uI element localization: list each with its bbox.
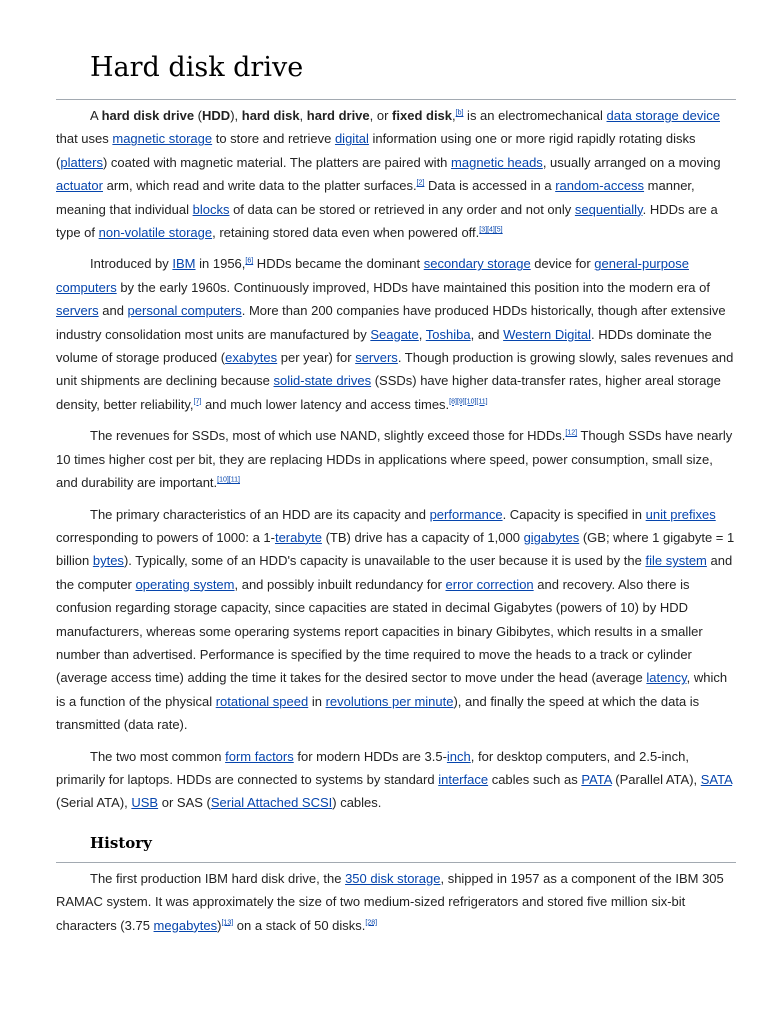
text-run: , or [369, 108, 393, 123]
paragraph-history-summary [56, 252, 736, 416]
paragraph-intro [56, 104, 736, 244]
text-run: , for desktop computers, and 2.5-inch, primarily for laptops. HDDs are connected to systems by standard [56, 748, 689, 787]
citation-link[interactable]: [28] [365, 919, 378, 927]
link-latency[interactable]: latency [646, 670, 687, 686]
text-run: Introduced by [90, 256, 173, 272]
link-solid-state-drives[interactable]: solid-state drives [273, 373, 372, 389]
link-blocks[interactable]: blocks [192, 201, 230, 217]
citation-link[interactable]: [12] [565, 429, 578, 437]
text-run: cables such as [488, 771, 582, 787]
text-run: , which is a function of the physical [56, 670, 728, 709]
text-run: (Serial ATA), [56, 795, 132, 811]
link-performance[interactable]: performance [429, 506, 503, 522]
text-run: . More than 200 companies have produced HDDs historically, though after extensive industry consolidation most units are manufactured by [56, 303, 726, 342]
link-non-volatile-storage[interactable]: non-volatile storage [98, 225, 213, 241]
text-run: or SAS ( [158, 795, 211, 811]
text-run: , and [470, 326, 504, 342]
link-sata[interactable]: SATA [700, 771, 733, 787]
text-run: in 1956, [195, 256, 246, 272]
link-unit-prefixes[interactable]: unit prefixes [645, 506, 716, 522]
text-run: Data is accessed in a [424, 178, 556, 194]
link-servers[interactable]: servers [56, 303, 99, 319]
link-magnetic-storage[interactable]: magnetic storage [112, 131, 213, 147]
text-run: , [299, 108, 307, 123]
text-run: , and possibly inbuilt redundancy for [234, 576, 446, 592]
link-general-purpose-computers[interactable]: general-purpose computers [56, 256, 689, 295]
text-run: per year) for [277, 350, 356, 366]
text-run: HDDs became the dominant [253, 256, 424, 272]
link-magnetic-heads[interactable]: magnetic heads [451, 154, 543, 170]
citation-link[interactable]: [b] [455, 109, 464, 117]
text-run: information using one or more rigid rapidly rotating disks ( [56, 131, 696, 170]
history-section [56, 867, 736, 945]
text-run: The first production IBM hard disk drive, the [90, 871, 346, 886]
paragraph-ssd-revenue [56, 424, 736, 494]
text-run: (Parallel ATA), [611, 771, 701, 787]
text-run: by the early 1960s. Continuously improved, HDDs have maintained this position into the modern era of [116, 279, 710, 295]
text-run: , [452, 108, 456, 123]
link-form-factors[interactable]: form factors [225, 748, 294, 764]
link-pata[interactable]: PATA [581, 771, 612, 787]
link-file-system[interactable]: file system [645, 553, 707, 569]
link-seagate[interactable]: Seagate [370, 326, 419, 342]
text-run: ), [230, 108, 242, 123]
paragraph-history [56, 867, 736, 937]
citation-link[interactable]: [7] [193, 398, 202, 406]
link-actuator[interactable]: actuator [56, 178, 103, 194]
citation-link[interactable]: [13] [221, 919, 234, 927]
text-run: ). Typically, some of an HDD's capacity is unavailable to the user because it is used by the [123, 553, 646, 569]
text-run: for modern HDDs are 3.5- [293, 748, 447, 764]
text-run: in [308, 693, 326, 709]
title-divider [56, 99, 736, 100]
text-run: ) cables. [332, 795, 382, 811]
bold-term: hard drive [306, 108, 370, 123]
link-gigabytes[interactable]: gigabytes [523, 529, 580, 545]
link-secondary-storage[interactable]: secondary storage [423, 256, 531, 272]
link-personal-computers[interactable]: personal computers [127, 303, 242, 319]
text-run: is an electromechanical [463, 108, 607, 123]
bold-term: HDD [202, 108, 231, 123]
text-run: , retaining stored data even when powered off. [212, 225, 480, 241]
link-toshiba[interactable]: Toshiba [425, 326, 471, 342]
link-inch[interactable]: inch [446, 748, 471, 764]
text-run: ), and finally the speed at which the data is transmitted (data rate). [56, 693, 700, 733]
citation-link[interactable]: [6] [245, 258, 254, 266]
text-run: Though SSDs have nearly 10 times higher cost per bit, they are replacing HDDs in applications where speed, power consumption, small size, and durability are important. [56, 428, 733, 491]
history-divider [56, 862, 736, 863]
link-usb[interactable]: USB [131, 795, 159, 811]
link-error-correction[interactable]: error correction [445, 576, 534, 592]
link-western-digital[interactable]: Western Digital [503, 326, 592, 342]
text-run: . HDDs dominate the volume of storage produced ( [56, 326, 712, 366]
text-run: , shipped in 1957 as a component of the IBM 305 RAMAC system. It was approximately the size of two medium-sized refrigerators and stored five million six-bit characters (3.75 [56, 871, 724, 933]
section-heading-history: History [90, 834, 152, 852]
text-run: device for [530, 256, 595, 272]
link-platters[interactable]: platters [60, 154, 103, 170]
text-run: ( [194, 108, 203, 123]
text-run: (SSDs) have higher data-transfer rates, higher areal storage density, better reliability, [56, 373, 721, 412]
text-run: (TB) drive has a capacity of 1,000 [321, 529, 524, 545]
link-servers[interactable]: servers [355, 350, 398, 366]
link-rotational-speed[interactable]: rotational speed [215, 693, 309, 709]
text-run: and much lower latency and access times. [201, 396, 450, 412]
text-run: and the computer [56, 553, 733, 592]
link-revolutions-per-minute[interactable]: revolutions per minute [325, 693, 454, 709]
citation-link[interactable]: [8][9][10][11] [449, 398, 488, 406]
link-interface[interactable]: interface [438, 771, 489, 787]
bold-term: hard disk [241, 108, 300, 123]
link-exabytes[interactable]: exabytes [225, 350, 278, 366]
text-run: , [418, 326, 426, 342]
link-bytes[interactable]: bytes [92, 553, 124, 569]
link-ibm[interactable]: IBM [172, 256, 196, 272]
text-run: on a stack of 50 disks. [233, 917, 366, 933]
link-serial-attached-scsi[interactable]: Serial Attached SCSI [210, 795, 333, 811]
text-run: The revenues for SSDs, most of which use NAND, slightly exceed those for HDDs. [90, 428, 566, 444]
citation-link[interactable]: [3][4][5] [479, 226, 503, 234]
link-sequentially[interactable]: sequentially [574, 201, 643, 217]
link-350-disk-storage[interactable]: 350 disk storage [345, 871, 441, 886]
text-run: . Capacity is specified in [502, 506, 646, 522]
article-lead [56, 104, 736, 823]
text-run: ) [217, 917, 222, 933]
paragraph-characteristics [56, 503, 736, 737]
text-run: and recovery. Also there is confusion regarding storage capacity, since capacities are stated in decimal Gigabytes (powers of 10) by HDD manufacturers, whereas some operaring systems report capacities in binary Gibibytes, which results in a smaller number than advertised. Performance is specified by the time required to move the heads to a track or cylinder (average access time) adding the time it takes for the desired sector to move under the head (average [56, 576, 703, 686]
text-run: The primary characteristics of an HDD are its capacity and [90, 506, 430, 522]
text-run: . HDDs are a type of [56, 201, 718, 241]
text-run: and [98, 303, 128, 319]
text-run: ) coated with magnetic material. The platters are paired with [102, 154, 452, 170]
link-terabyte[interactable]: terabyte [274, 529, 322, 545]
text-run: , usually arranged on a moving [542, 154, 721, 170]
citation-link[interactable]: [2] [416, 179, 425, 187]
text-run: to store and retrieve [212, 131, 335, 147]
text-run: corresponding to powers of 1000: a 1- [56, 529, 275, 545]
text-run: A [90, 108, 102, 123]
page-title: Hard disk drive [90, 52, 304, 83]
bold-term: hard disk drive [101, 108, 195, 123]
paragraph-form-factors [56, 745, 736, 815]
link-digital[interactable]: digital [334, 131, 369, 147]
text-run: of data can be stored or retrieved in any order and not only [229, 201, 575, 217]
text-run: . Though production is growing slowly, sales revenues and unit shipments are declining because [56, 350, 734, 389]
text-run: that uses [56, 131, 113, 147]
link-operating-system[interactable]: operating system [135, 576, 235, 592]
text-run: manner, meaning that individual [56, 178, 695, 217]
text-run: (GB; where 1 gigabyte = 1 billion [56, 529, 735, 569]
bold-term: fixed disk [392, 108, 453, 123]
link-megabytes[interactable]: megabytes [153, 917, 218, 933]
text-run: The two most common [90, 748, 226, 764]
link-data-storage-device[interactable]: data storage device [606, 108, 720, 123]
citation-link[interactable]: [10][11] [217, 476, 240, 484]
text-run: arm, which read and write data to the platter surfaces. [102, 178, 417, 194]
link-random-access[interactable]: random-access [555, 178, 645, 194]
